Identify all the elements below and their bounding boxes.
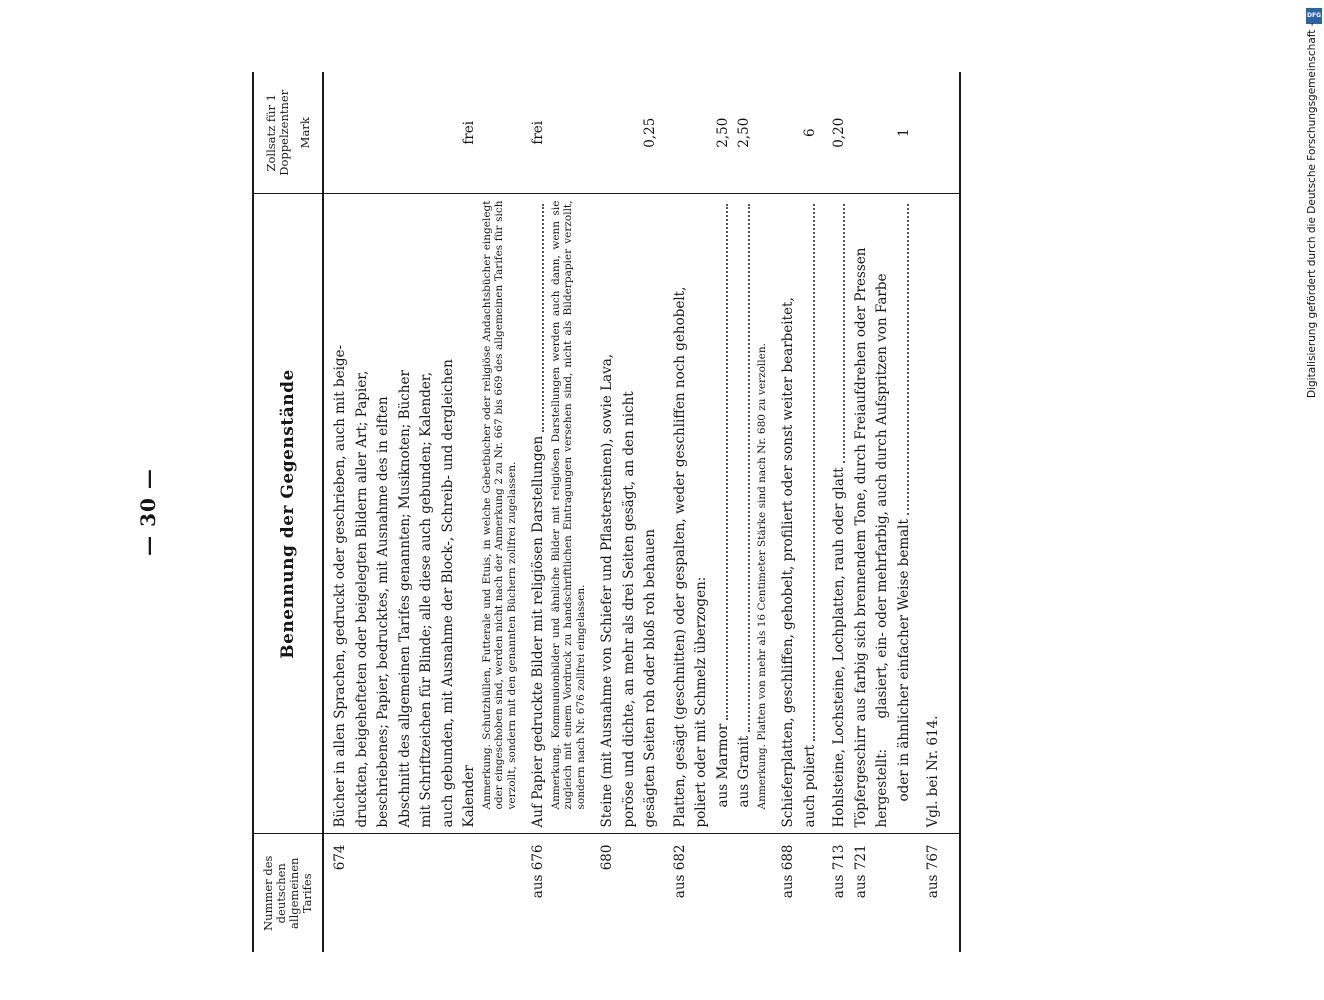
table-row	[713, 72, 735, 952]
desc-line	[800, 201, 822, 828]
item-description	[670, 194, 713, 834]
tariff-number: aus 676	[530, 844, 546, 899]
desc-line: poliert oder mit Schmelz überzogen:	[693, 576, 709, 828]
table-row	[670, 72, 713, 952]
desc-line-text: oder in ähnlicher einfacher Weise bemalt	[895, 519, 912, 802]
duty-rate: 2,50	[713, 72, 735, 194]
row-gap	[770, 72, 778, 952]
desc-line-text: Hohlsteine, Lochsteine, Lochplatten, rauh oder glatt	[831, 467, 847, 828]
digitization-credit	[1306, 22, 1322, 412]
item-description	[778, 194, 821, 834]
desc-line: druckten, beigehefteten oder beigelegten Bildern aller Art; Papier,	[353, 370, 370, 828]
table-row	[923, 72, 960, 952]
desc-line: Schieferplatten, geschliffen, gehobelt, profiliert oder sonst weiter bearbeitet,	[780, 297, 796, 828]
desc-line: Töpfergeschirr aus farbig sich brennendem Tone, durch Freiaufdrehen	[852, 341, 869, 828]
desc-line: poröse und dichte, an mehr als drei Seiten gesägt, an den nicht	[620, 391, 637, 828]
leader-dots	[843, 205, 845, 464]
table-row	[778, 72, 821, 952]
item-description	[323, 194, 481, 834]
duty-rate: 1	[851, 72, 916, 194]
desc-line	[734, 201, 756, 808]
duty-rate: 0,20	[829, 72, 851, 194]
desc-line-text: Kalender	[461, 765, 477, 828]
remark-note: Anmerkung. Kommunionbilder und ähnliche Bilder mit religiösen Darstellungen werden auch dann, wenn sie zugleich mit einem Vordruck zu handschriftlichen Eintragungen versehen sind, nicht als Bilderpapier verzollt, sondern nach Nr. 676 zollfrei eingelassen.	[550, 194, 590, 834]
table-row	[756, 72, 771, 952]
duty-rate: frei	[528, 72, 550, 194]
tariff-table	[252, 72, 961, 952]
row-gap	[520, 72, 528, 952]
row-gap	[662, 72, 670, 952]
desc-line: Abschnitt des allgemeinen Tarifes genannten; Musiknoten; Bücher	[396, 370, 413, 828]
duty-rate: 2,50	[734, 72, 756, 194]
header-rate-label: Zollsatz für 1 Doppelzentner	[263, 89, 291, 176]
desc-line	[713, 201, 735, 808]
duty-rate: 0,25	[597, 72, 662, 194]
item-description	[713, 194, 735, 834]
desc-line: Steine (mit Ausnahme von Schiefer und Pflastersteinen), sowie Lava,	[599, 353, 615, 828]
table-header	[253, 72, 323, 952]
empty-cell	[756, 834, 771, 952]
header-number: Nummer des deutschen allgemeinen Tarifes	[261, 855, 314, 931]
table-row	[851, 72, 916, 952]
tariff-number: aus 721	[852, 844, 869, 899]
leader-dots	[907, 205, 909, 516]
row-gap	[821, 72, 829, 952]
desc-line: oder Pressen hergestellt:	[852, 247, 890, 828]
desc-line: Bücher in allen Sprachen, gedruckt oder geschrieben, auch mit beige-	[332, 344, 348, 828]
tariff-number: aus 688	[780, 844, 796, 899]
desc-line	[640, 201, 662, 828]
empty-cell	[734, 834, 756, 952]
empty-cell	[713, 834, 735, 952]
tariff-number: aus 713	[831, 844, 847, 899]
item-description	[851, 194, 916, 834]
leader-dots	[542, 205, 544, 432]
item-description	[734, 194, 756, 834]
header-rate	[253, 72, 323, 194]
leader-dots	[726, 205, 728, 720]
remark-note: Anmerkung. Schutzhüllen, Futterale und Etuis, in welche Gebetbücher oder religiöse Andachtsbücher eingelegt oder eingeschoben sind, werden nicht nach der Anmerkung 2 zu Nr. 667 bis 669 des allgemeinen Tarifes für sich verzollt, sondern mit den genannten Büchern zollfrei zugelassen.	[481, 194, 521, 834]
desc-line-text: gesägten Seiten roh oder bloß roh behauen	[642, 529, 658, 828]
table-row	[528, 72, 550, 952]
desc-line: auch gebunden, mit Ausnahme der Block-, Schreib- und dergleichen	[439, 359, 456, 828]
desc-line	[894, 201, 916, 828]
table-row	[550, 72, 590, 952]
desc-line-text: aus Marmor	[714, 723, 731, 808]
tariff-number: aus 767	[923, 834, 960, 952]
item-description	[829, 194, 851, 834]
row-gap	[915, 72, 923, 952]
table-row	[829, 72, 851, 952]
leader-dots	[748, 205, 750, 732]
duty-rate: frei	[323, 72, 481, 194]
rotated-document	[136, 72, 941, 952]
duty-rate: 6	[778, 72, 821, 194]
tariff-number: aus 682	[671, 844, 688, 899]
empty-cell	[756, 72, 771, 194]
page-number: — 30 —	[136, 468, 160, 556]
header-name: Benennung der Gegenstände	[253, 194, 323, 834]
dfg-logo: DFG	[1306, 8, 1322, 24]
leader-dots	[813, 205, 815, 741]
desc-line	[528, 201, 550, 828]
desc-line-text: auch poliert	[801, 744, 818, 828]
table-row	[323, 72, 481, 952]
desc-line: mit Schriftzeichen für Blinde; alle diese auch gebunden; Kalender,	[418, 371, 434, 828]
item-description: Vgl. bei Nr. 614.	[923, 194, 960, 834]
item-description	[528, 194, 550, 834]
empty-cell	[550, 834, 590, 952]
desc-line: beschriebenes; Papier, bedrucktes, mit Ausnahme des in elften	[375, 396, 391, 828]
tariff-number: 680	[599, 844, 615, 871]
table-row	[597, 72, 662, 952]
empty-cell	[481, 834, 521, 952]
desc-line: Platten, gesägt (geschnitten) oder gespalten, weder geschliffen noch gehobelt,	[671, 286, 688, 828]
desc-line	[829, 201, 851, 828]
empty-cell	[550, 72, 590, 194]
item-description	[597, 194, 662, 834]
credit-text: Digitalisierung gefördert durch die Deutsche Forschungsgemeinschaft -	[1306, 22, 1318, 398]
table-row	[481, 72, 521, 952]
row-gap	[589, 72, 597, 952]
empty-cell	[923, 72, 960, 194]
desc-line-text: aus Granit	[736, 735, 752, 808]
desc-line: glasiert, ein- oder mehrfarbig, auch durch Aufspritzen von Farbe	[874, 273, 890, 719]
desc-line	[459, 201, 481, 828]
tariff-number: 674	[332, 844, 348, 871]
desc-line-text: Auf Papier gedruckte Bilder mit religiösen Darstellungen	[530, 435, 546, 828]
empty-cell	[481, 72, 521, 194]
table-row	[734, 72, 756, 952]
empty-cell	[670, 72, 713, 194]
header-unit: Mark	[297, 117, 312, 149]
remark-note: Anmerkung. Platten von mehr als 16 Centimeter Stärke sind nach Nr. 680 zu verzollen.	[756, 194, 771, 834]
